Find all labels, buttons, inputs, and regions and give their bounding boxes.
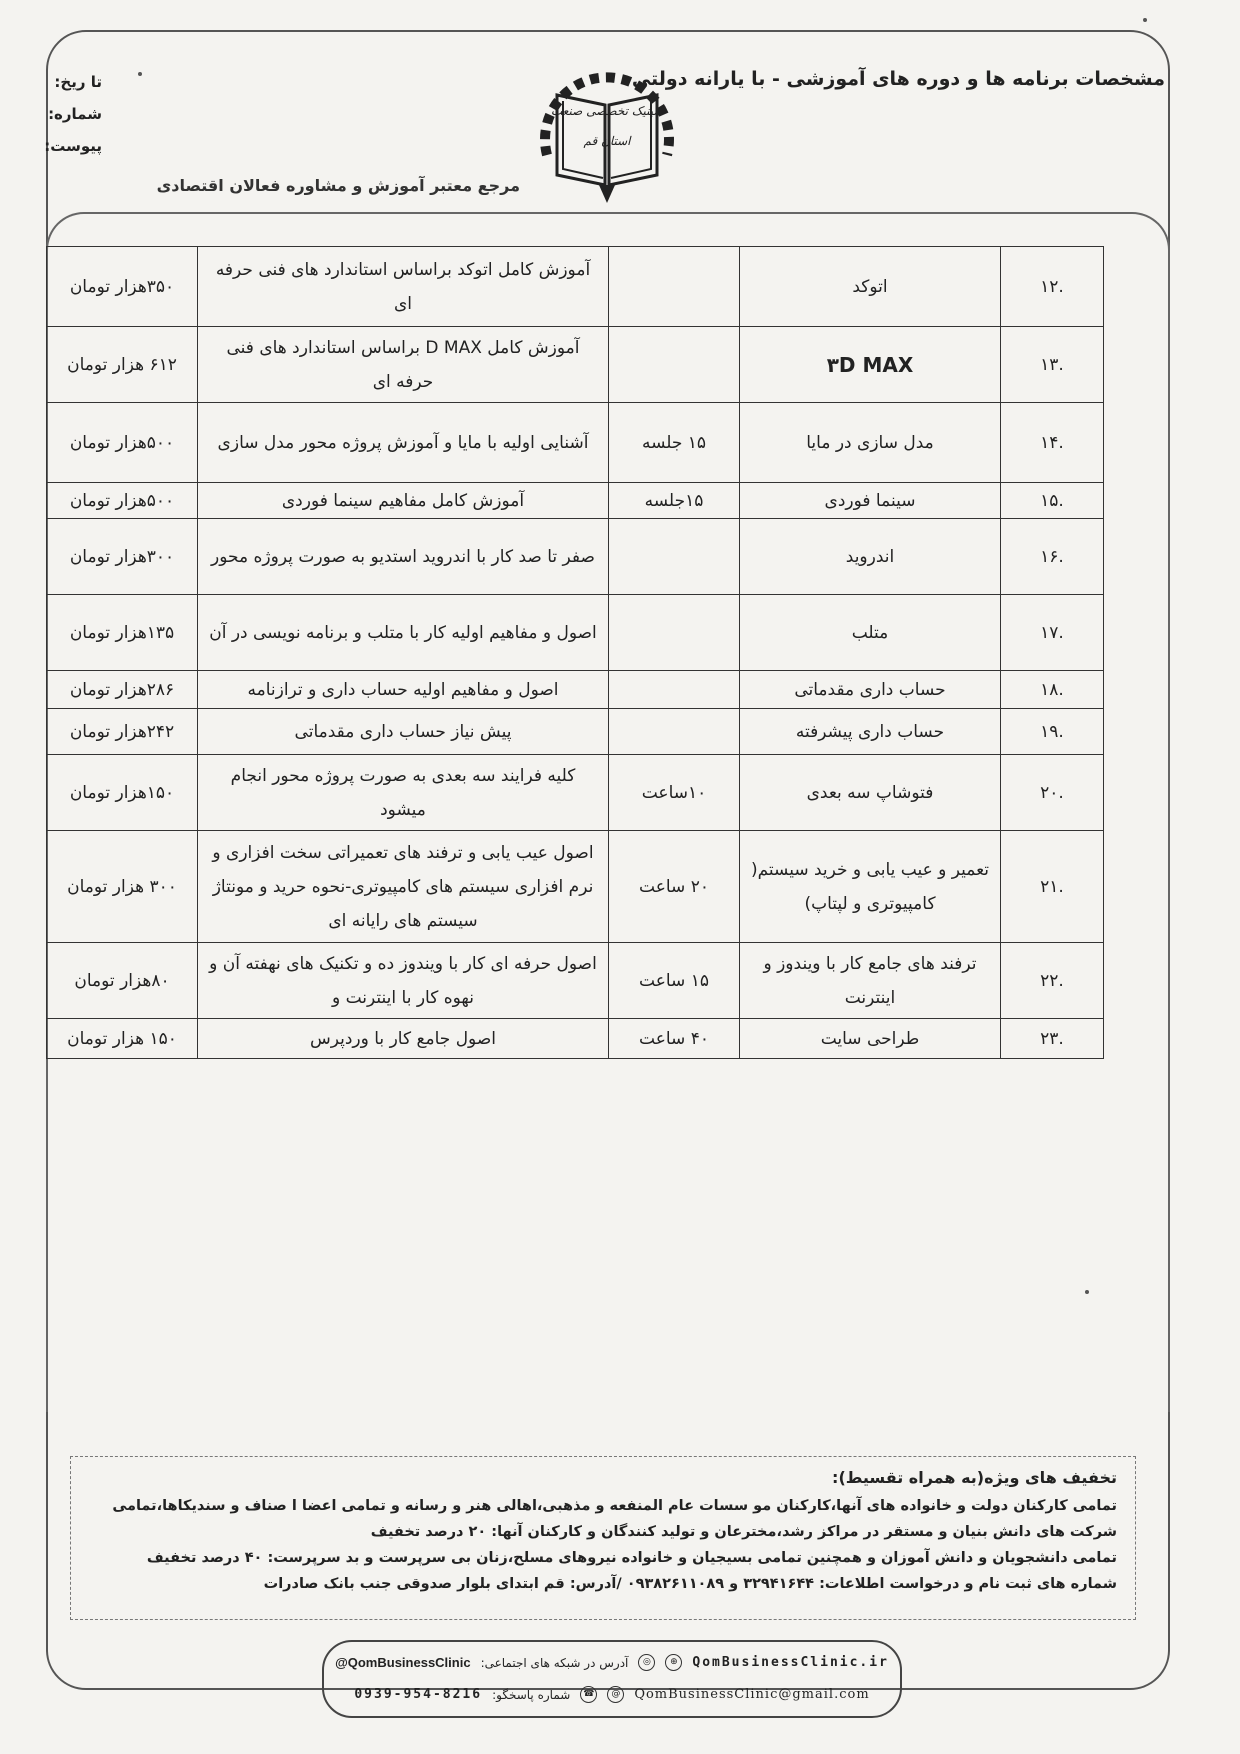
course-number: .۱۹ bbox=[1001, 709, 1104, 755]
course-name: ترفند های جامع کار با ویندوز و اینترنت bbox=[740, 943, 1001, 1019]
course-description: اصول حرفه ای کار با ویندوز ده و تکنیک های نهفته آن و نهوه کار با اینترنت و bbox=[198, 943, 609, 1019]
course-name: اتوکد bbox=[740, 247, 1001, 327]
letter-meta bbox=[42, 66, 102, 162]
instagram-icon: ◎ bbox=[638, 1654, 655, 1671]
course-price: ۳۰۰ هزار تومان bbox=[47, 831, 198, 943]
course-duration bbox=[609, 595, 740, 671]
course-description: آشنایی اولیه با مایا و آموزش پروژه محور مدل سازی bbox=[198, 403, 609, 483]
course-duration: ۱۵ ساعت bbox=[609, 943, 740, 1019]
course-price: ۱۳۵هزار تومان bbox=[47, 595, 198, 671]
course-number: .۲۳ bbox=[1001, 1019, 1104, 1059]
course-price: ۳۰۰هزار تومان bbox=[47, 519, 198, 595]
phone-number[interactable]: 0939-954-8216 bbox=[354, 1687, 483, 1702]
email-icon: @ bbox=[607, 1686, 624, 1703]
attachment-label: پیوست: bbox=[44, 137, 102, 155]
table-row bbox=[47, 831, 1104, 943]
course-number: .۱۴ bbox=[1001, 403, 1104, 483]
phone-label: شماره پاسخگو: bbox=[492, 1687, 571, 1702]
table-row bbox=[47, 755, 1104, 831]
course-price: ۵۰۰هزار تومان bbox=[47, 483, 198, 519]
course-description: اصول و مفاهیم اولیه حساب داری و ترازنامه bbox=[198, 671, 609, 709]
course-name: سینما فوردی bbox=[740, 483, 1001, 519]
number-label: شماره: bbox=[48, 105, 102, 123]
contact-line: شماره های ثبت نام و درخواست اطلاعات: ۳۲۹۴۱۶۴۴ و ۰۹۳۸۲۶۱۱۰۸۹ /آدرس: قم ابتدای بلوار صدوقی جنب بانک صادرات bbox=[263, 1576, 1117, 1592]
web-icon: ⊕ bbox=[665, 1654, 682, 1671]
course-name: متلب bbox=[740, 595, 1001, 671]
course-description: کلیه فرایند سه بعدی به صورت پروژه محور انجام میشود bbox=[198, 755, 609, 831]
course-price: ۸۰هزار تومان bbox=[47, 943, 198, 1019]
email-link[interactable]: QomBusinessClinic@gmail.com bbox=[634, 1687, 870, 1702]
discount-box bbox=[70, 1456, 1136, 1620]
course-price: ۲۸۶هزار تومان bbox=[47, 671, 198, 709]
course-number: .۲۱ bbox=[1001, 831, 1104, 943]
table-row bbox=[47, 595, 1104, 671]
course-price: ۱۵۰ هزار تومان bbox=[47, 1019, 198, 1059]
table-row bbox=[47, 327, 1104, 403]
table-row bbox=[47, 483, 1104, 519]
contact-footer bbox=[322, 1640, 902, 1718]
discount-title: تخفیف های ویژه(به همراه تقسیط): bbox=[832, 1468, 1117, 1487]
table-row bbox=[47, 671, 1104, 709]
page-subtitle: مرجع معتبر آموزش و مشاوره فعالان اقتصادی bbox=[156, 176, 520, 195]
page-title: مشخصات برنامه ها و دوره های آموزشی - با یارانه دولتی bbox=[631, 68, 1165, 90]
course-description: آموزش کامل D MAX براساس استاندارد های فنی حرفه ای bbox=[198, 327, 609, 403]
course-duration: ۴۰ ساعت bbox=[609, 1019, 740, 1059]
phone-icon: ☎ bbox=[580, 1686, 597, 1703]
course-number: .۱۸ bbox=[1001, 671, 1104, 709]
course-duration: ۱۰ساعت bbox=[609, 755, 740, 831]
logo-text-1: کلینیک تخصصی صنعت bbox=[550, 104, 664, 118]
table-row bbox=[47, 1019, 1104, 1059]
website-link[interactable]: QomBusinessClinic.ir bbox=[692, 1655, 889, 1670]
scan-speck bbox=[1143, 18, 1147, 22]
course-price: ۱۵۰هزار تومان bbox=[47, 755, 198, 831]
course-description: اصول جامع کار با وردپرس bbox=[198, 1019, 609, 1059]
course-price: ۳۵۰هزار تومان bbox=[47, 247, 198, 327]
course-description: اصول و مفاهیم اولیه کار با متلب و برنامه نویسی در آن bbox=[198, 595, 609, 671]
course-description: آموزش کامل اتوکد براساس استاندارد های فنی حرفه ای bbox=[198, 247, 609, 327]
discount-line: شرکت های دانش بنیان و مستقر در مراکز رشد،مخترعان و تولید کنندگان و کارکنان آنها: ۲۰ درصد تخفیف bbox=[370, 1524, 1117, 1540]
social-label: آدرس در شبکه های اجتماعی: bbox=[480, 1655, 629, 1670]
course-name: طراحی سایت bbox=[740, 1019, 1001, 1059]
discount-line: تمامی کارکنان دولت و خانواده های آنها،کارکنان مو سسات عام المنفعه و مذهبی،اهالی هنر و رسانه و تمامی اعضا ا صناف و سندیکاها،تمامی bbox=[112, 1498, 1117, 1514]
table-row bbox=[47, 943, 1104, 1019]
courses-table bbox=[46, 246, 1104, 1059]
course-number: .۱۵ bbox=[1001, 483, 1104, 519]
course-description: اصول عیب یابی و ترفند های تعمیراتی سخت افزاری و نرم افزاری سیستم های کامپیوتری-نحوه حرید و مونتاژ سیستم های رایانه ای bbox=[198, 831, 609, 943]
table-row bbox=[47, 709, 1104, 755]
course-description: آموزش کامل مفاهیم سینما فوردی bbox=[198, 483, 609, 519]
course-name: مدل سازی در مایا bbox=[740, 403, 1001, 483]
clinic-logo bbox=[527, 35, 687, 205]
course-price: ۵۰۰هزار تومان bbox=[47, 403, 198, 483]
scan-speck bbox=[138, 72, 142, 76]
scan-speck bbox=[1085, 1290, 1089, 1294]
course-name: ۳D MAX bbox=[740, 327, 1001, 403]
course-number: .۱۷ bbox=[1001, 595, 1104, 671]
course-duration bbox=[609, 671, 740, 709]
course-name: اندروید bbox=[740, 519, 1001, 595]
course-duration: ۱۵ جلسه bbox=[609, 403, 740, 483]
course-duration: ۲۰ ساعت bbox=[609, 831, 740, 943]
course-name: تعمیر و عیب یابی و خرید سیستم( کامپیوتری و لپتاپ) bbox=[740, 831, 1001, 943]
course-number: .۲۲ bbox=[1001, 943, 1104, 1019]
course-number: .۱۲ bbox=[1001, 247, 1104, 327]
course-price: ۶۱۲ هزار تومان bbox=[47, 327, 198, 403]
course-duration: ۱۵جلسه bbox=[609, 483, 740, 519]
course-number: .۱۳ bbox=[1001, 327, 1104, 403]
course-name: حساب داری پیشرفته bbox=[740, 709, 1001, 755]
discount-line: تمامی دانشجویان و دانش آموزان و همچنین تمامی بسیجیان و خانواده نیروهای مسلح،زنان بی سرپرست و بد سرپرست: ۴۰ درصد تخفیف bbox=[146, 1550, 1117, 1566]
course-duration bbox=[609, 519, 740, 595]
course-duration bbox=[609, 709, 740, 755]
course-price: ۲۴۲هزار تومان bbox=[47, 709, 198, 755]
course-description: پیش نیاز حساب داری مقدماتی bbox=[198, 709, 609, 755]
table-row bbox=[47, 403, 1104, 483]
logo-text-2: استان قم bbox=[583, 134, 631, 148]
course-duration bbox=[609, 247, 740, 327]
course-name: حساب داری مقدماتی bbox=[740, 671, 1001, 709]
social-handle[interactable]: @QomBusinessClinic bbox=[335, 1655, 471, 1670]
course-name: فتوشاپ سه بعدی bbox=[740, 755, 1001, 831]
date-label: تا ریخ: bbox=[54, 73, 102, 91]
course-number: .۲۰ bbox=[1001, 755, 1104, 831]
table-row bbox=[47, 519, 1104, 595]
course-duration bbox=[609, 327, 740, 403]
table-row bbox=[47, 247, 1104, 327]
course-description: صفر تا صد کار با اندروید استدیو به صورت پروژه محور bbox=[198, 519, 609, 595]
course-number: .۱۶ bbox=[1001, 519, 1104, 595]
